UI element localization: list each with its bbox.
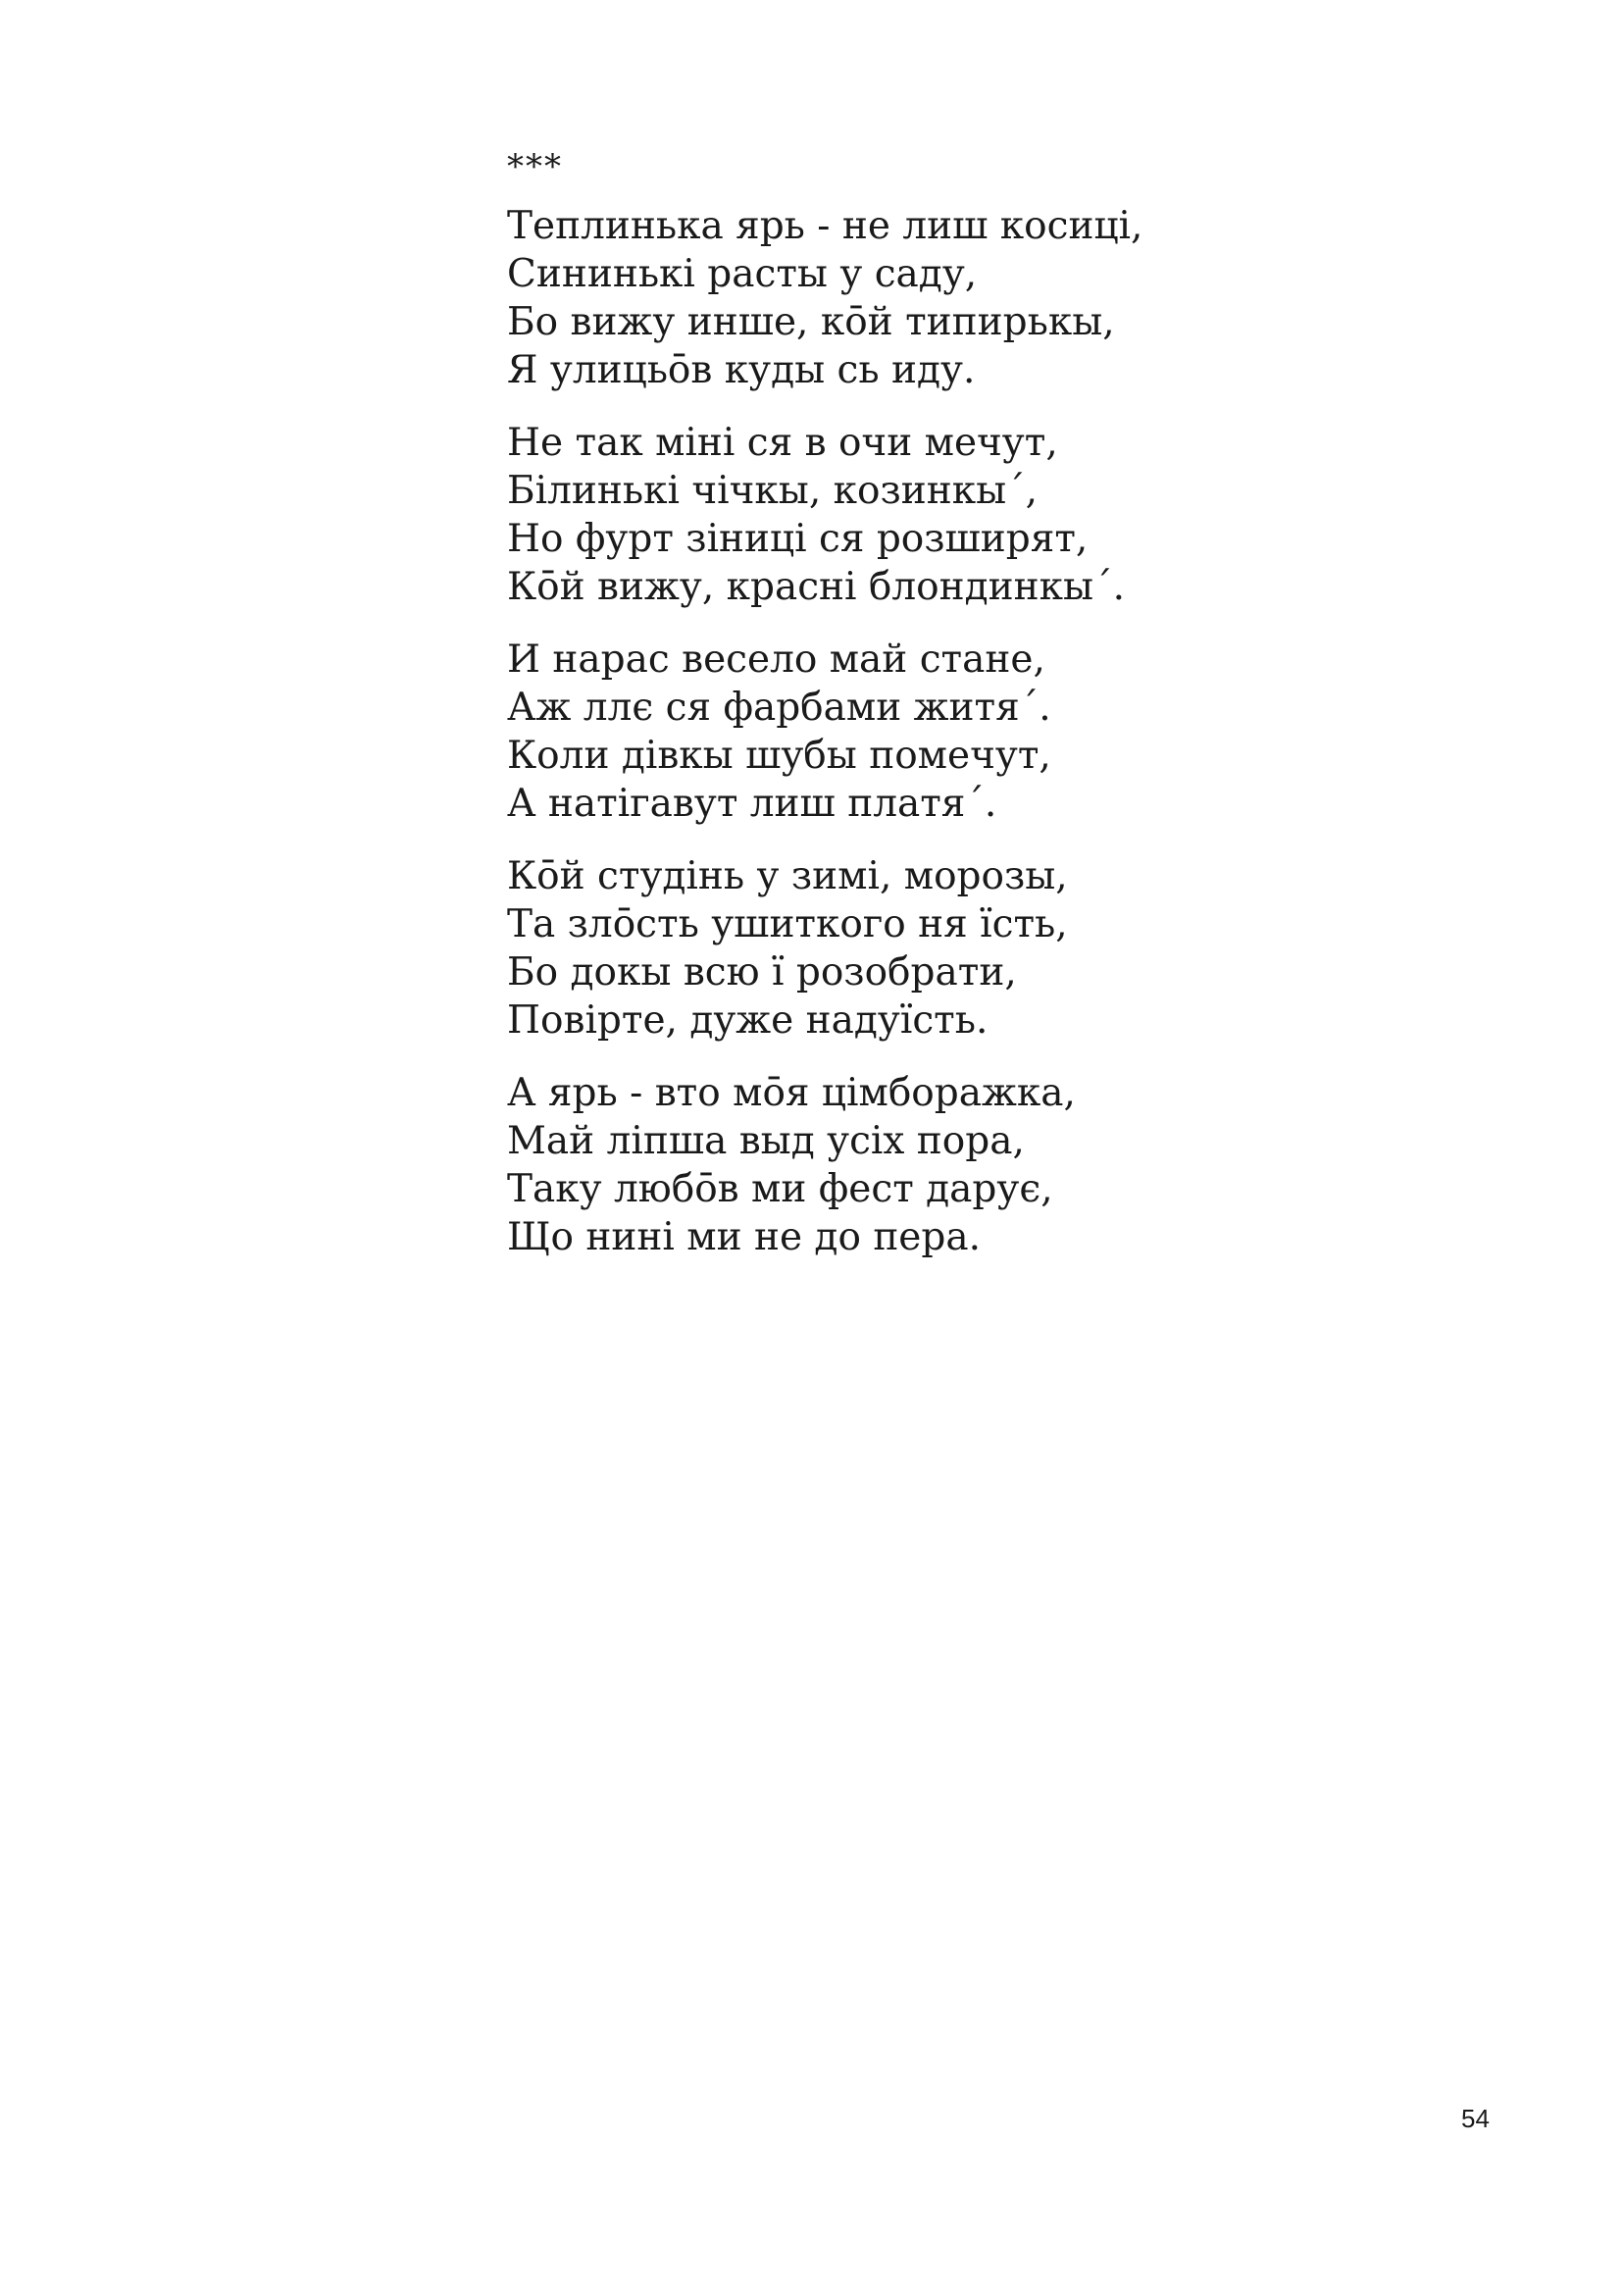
stanza-1 (507, 202, 1292, 394)
poem-line: Я улицьōв куды сь иду. (507, 348, 976, 392)
poem-line: Таку любōв ми фест дарує, (507, 1167, 1053, 1211)
poem-line: Сининькі расты у саду, (507, 252, 978, 296)
poem-line: Коли дівкы шубы помечут, (507, 734, 1051, 778)
poem-line: А натігавут лиш платя´. (507, 782, 997, 826)
stanza-2 (507, 419, 1292, 611)
poem-line: Бо вижу инше, кōй типирькы, (507, 300, 1115, 344)
poem-line: Теплинька ярь - не лиш косиці, (507, 204, 1143, 248)
poem-line: Білинькі чічкы, козинкы´, (507, 469, 1039, 513)
poem-line: Що нині ми не до пера. (507, 1215, 982, 1259)
poem-line: Кōй студінь у зимі, морозы, (507, 854, 1068, 898)
poem-line: Но фурт зіниці ся розширят, (507, 517, 1089, 561)
poem-line: А ярь - вто мōя цімборажка, (507, 1071, 1076, 1115)
stanza-5 (507, 1069, 1292, 1261)
poem-line: И нарас весело май стане, (507, 638, 1045, 682)
page-number: 54 (1461, 2104, 1490, 2133)
stanza-3 (507, 636, 1292, 828)
poem-line: Бо докы всю ї розобрати, (507, 950, 1017, 995)
poem-line: Май ліпша выд усіх пора, (507, 1119, 1025, 1163)
poem-line: Аж ллє ся фарбами житя´. (507, 686, 1051, 730)
poem-line: Та злōсть ушиткого ня їсть, (507, 902, 1068, 946)
poem-line: Повірте, дуже надуїсть. (507, 998, 989, 1043)
stanza-4 (507, 852, 1292, 1045)
poem-ornament: *** (507, 147, 563, 186)
poem (507, 147, 1292, 1286)
poem-line: Кōй вижу, красні блондинкы´. (507, 565, 1125, 609)
poem-line: Не так міні ся в очи мечут, (507, 421, 1058, 465)
